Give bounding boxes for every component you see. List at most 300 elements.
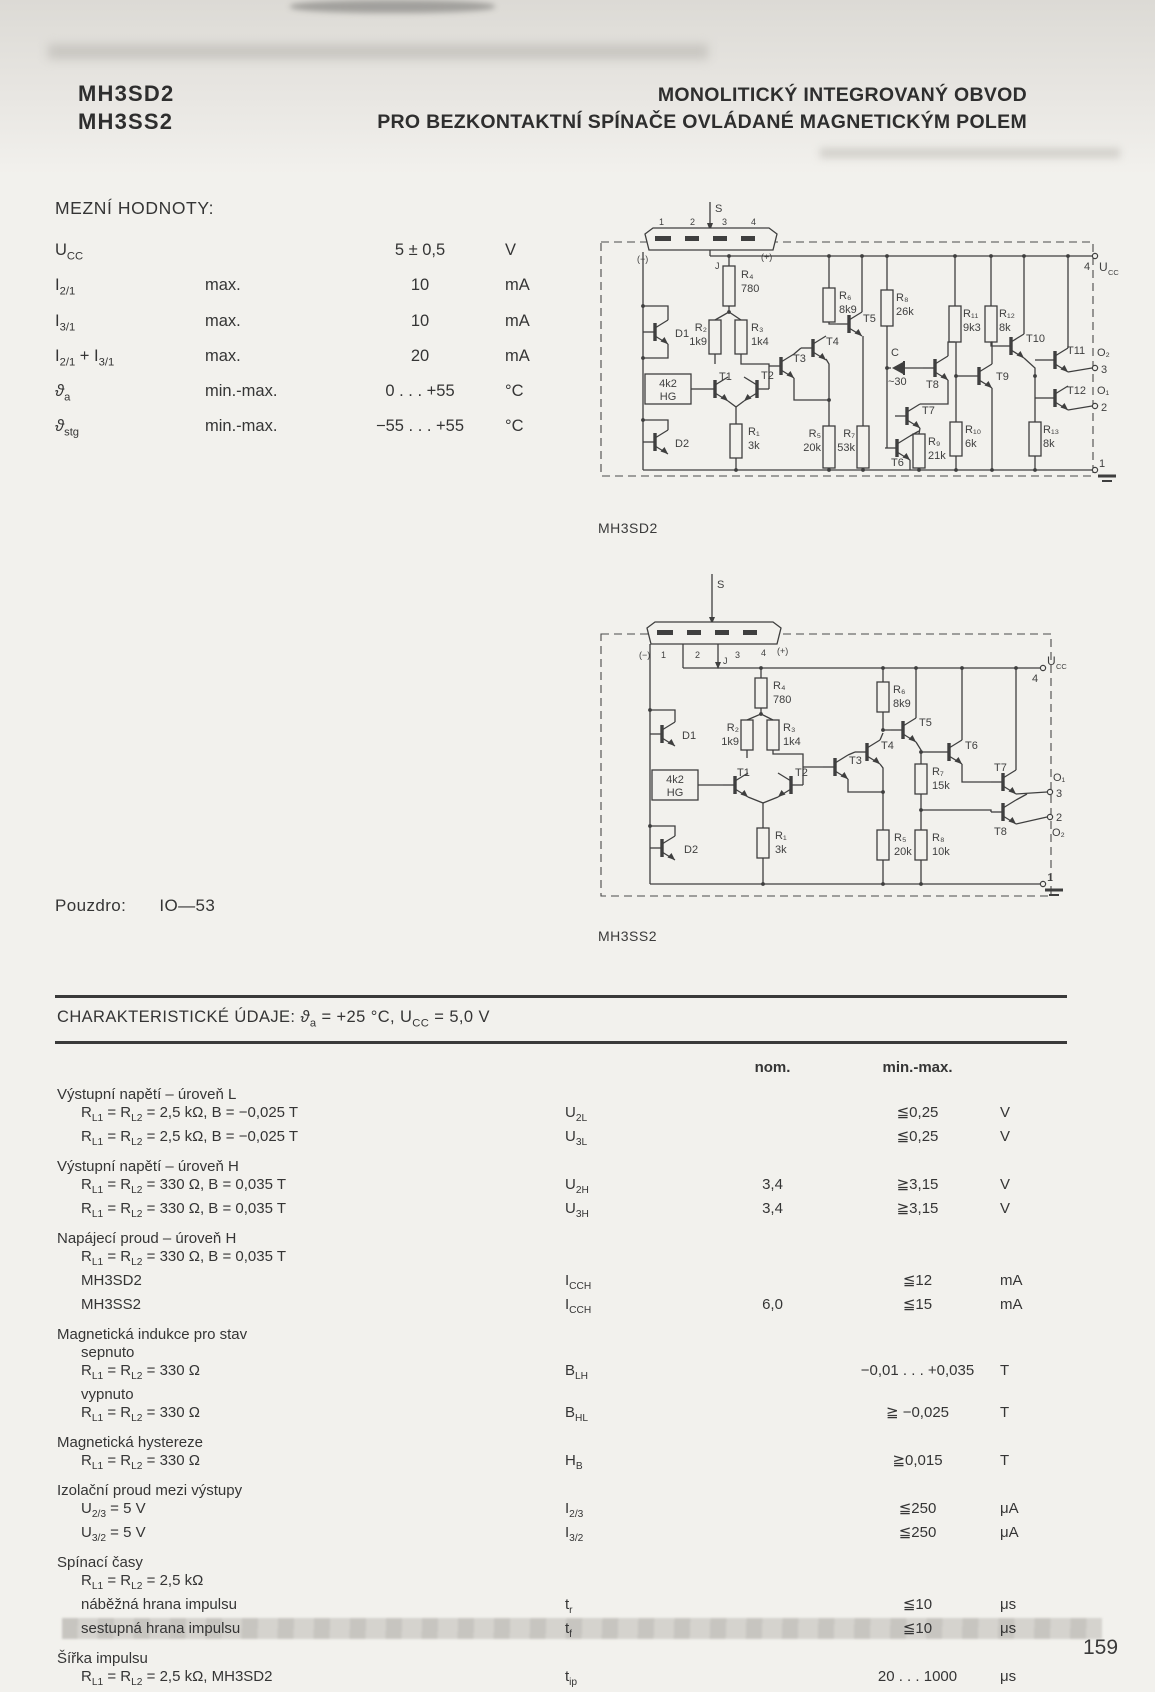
pin-2-label: 2 bbox=[1056, 812, 1063, 824]
char-unit: V bbox=[1000, 1200, 1011, 1218]
limit-value: 10 bbox=[410, 311, 430, 330]
resistor-value: 8k9 bbox=[839, 304, 857, 316]
char-unit bbox=[1000, 1230, 1065, 1248]
char-condition: $R_{L1} = R_{L2} = 330$ Ω bbox=[81, 1362, 200, 1383]
char-unit bbox=[1000, 1086, 1065, 1104]
pin-3 bbox=[1047, 789, 1052, 794]
char-condition: MH3SD2 bbox=[81, 1272, 142, 1290]
char-section-header bbox=[55, 1434, 1067, 1452]
char-nominal bbox=[710, 1434, 835, 1452]
resistor-value: 8k bbox=[999, 322, 1011, 334]
bar-pin-2: 2 bbox=[690, 217, 696, 227]
limit-unit: °C bbox=[505, 382, 524, 401]
page-number: 159 bbox=[1083, 1636, 1119, 1659]
resistor-label: R₁₂ bbox=[999, 308, 1015, 320]
limit-symbol: $I_{3/1}$ bbox=[55, 311, 76, 333]
sensor-pad bbox=[715, 630, 729, 635]
resistor-label: R₆ bbox=[839, 290, 852, 302]
char-unit: T bbox=[1000, 1452, 1010, 1470]
transistor-label: T7 bbox=[922, 405, 935, 417]
output-o1-label: O₁ bbox=[1053, 772, 1066, 784]
limit-value: −55 . . . +55 bbox=[375, 417, 465, 436]
char-rows bbox=[55, 1086, 1067, 1692]
bar-pin-1: 1 bbox=[661, 650, 667, 660]
char-nominal bbox=[710, 1500, 835, 1524]
transistor-label: T5 bbox=[863, 313, 876, 325]
resistor-label: R₈ bbox=[932, 832, 945, 844]
char-section-header bbox=[55, 1482, 1067, 1500]
limits-row bbox=[55, 412, 600, 447]
limit-value: 0 . . . +55 bbox=[385, 382, 455, 401]
char-unit: μs bbox=[1000, 1668, 1017, 1686]
char-symbol bbox=[565, 1344, 710, 1362]
char-unit bbox=[1000, 1572, 1065, 1596]
char-condition: Výstupní napětí – úroveň H bbox=[57, 1158, 239, 1176]
transistor-label: T11 bbox=[1067, 345, 1086, 357]
char-section-header bbox=[55, 1554, 1067, 1572]
char-condition: Spínací časy bbox=[57, 1554, 143, 1572]
char-symbol bbox=[565, 1158, 710, 1176]
polarity-minus: (−) bbox=[637, 254, 649, 264]
char-symbol: $I_{CCH}$ bbox=[565, 1272, 592, 1293]
pin-3-label: 3 bbox=[1101, 364, 1108, 376]
char-condition: $R_{L1} = R_{L2} = 2,5$ kΩ, B = −0,025 T bbox=[81, 1128, 299, 1149]
resistor-value: 20k bbox=[894, 846, 912, 858]
resistor-label: R₃ bbox=[751, 322, 764, 334]
package-label: Pouzdro: bbox=[55, 896, 127, 915]
char-row bbox=[55, 1572, 1067, 1596]
char-symbol bbox=[565, 1086, 710, 1104]
transistors bbox=[650, 718, 1016, 860]
transistor-label: T2 bbox=[795, 767, 808, 779]
char-row bbox=[55, 1296, 1067, 1320]
bar-pin-3: 3 bbox=[722, 217, 728, 227]
char-section-header bbox=[55, 1086, 1067, 1104]
pin-1-label: 1 bbox=[1047, 872, 1054, 884]
output-o1-label: O₁ bbox=[1097, 385, 1110, 397]
char-minmax: ≧ −0,025 bbox=[885, 1404, 950, 1422]
limit-symbol: $U_{CC}$ bbox=[55, 241, 84, 263]
resistor-value: 20k bbox=[803, 442, 821, 454]
char-row bbox=[55, 1200, 1067, 1224]
limit-condition bbox=[205, 236, 335, 271]
transistor-label: D1 bbox=[675, 328, 690, 340]
char-minmax bbox=[835, 1248, 1000, 1272]
char-nominal bbox=[710, 1104, 835, 1128]
char-condition: Magnetická indukce pro stav bbox=[57, 1326, 248, 1344]
char-unit bbox=[1000, 1248, 1065, 1272]
char-unit: T bbox=[1000, 1362, 1010, 1380]
char-condition: MH3SS2 bbox=[81, 1296, 142, 1314]
char-condition: $U_{3/2} = 5$ V bbox=[81, 1524, 146, 1545]
char-minmax: 20 . . . 1000 bbox=[877, 1668, 958, 1686]
char-condition: $U_{2/3} = 5$ V bbox=[81, 1500, 146, 1521]
char-unit bbox=[1000, 1650, 1065, 1668]
limit-condition: min.-max. bbox=[205, 417, 278, 436]
bar-pin-2: 2 bbox=[695, 650, 701, 660]
char-unit bbox=[1000, 1554, 1065, 1572]
limit-symbol: $I_{2/1} + I_{3/1}$ bbox=[55, 346, 115, 369]
sensor-pad bbox=[713, 236, 727, 241]
ground-icon bbox=[1045, 890, 1063, 895]
resistor-label: R₇ bbox=[932, 766, 944, 778]
char-condition: sestupná hrana impulsu bbox=[81, 1620, 241, 1638]
char-nominal bbox=[710, 1386, 835, 1404]
char-unit: mA bbox=[1000, 1272, 1023, 1290]
char-unit bbox=[1000, 1344, 1065, 1362]
characteristics-section bbox=[55, 993, 1067, 1692]
char-symbol bbox=[565, 1482, 710, 1500]
char-minmax: ≦250 bbox=[898, 1500, 937, 1518]
polarity-plus: (+) bbox=[777, 646, 789, 656]
char-condition: $R_{L1} = R_{L2} = 330$ Ω, B = 0,035 T bbox=[81, 1200, 287, 1221]
char-minmax: ≧3,15 bbox=[896, 1200, 939, 1218]
limit-unit: mA bbox=[505, 346, 530, 365]
hall-generator-value: 4k2 bbox=[659, 378, 677, 390]
char-unit: T bbox=[1000, 1404, 1010, 1422]
char-row bbox=[55, 1452, 1067, 1476]
junction-dots bbox=[641, 254, 1070, 472]
char-section-header bbox=[55, 1158, 1067, 1176]
schematic-mh3sd2-svg bbox=[595, 190, 1125, 490]
char-nominal bbox=[710, 1572, 835, 1596]
resistor-label: R₁ bbox=[748, 426, 760, 438]
limit-symbol: $I_{2/1}$ bbox=[55, 276, 76, 298]
char-section-header bbox=[55, 1650, 1067, 1668]
table-rule-mid bbox=[55, 1040, 1067, 1045]
char-nominal bbox=[710, 1086, 835, 1104]
char-condition: vypnuto bbox=[81, 1386, 134, 1404]
char-symbol: $U_{2H}$ bbox=[565, 1176, 589, 1197]
char-row bbox=[55, 1344, 1067, 1362]
char-row bbox=[55, 1176, 1067, 1200]
bar-pin-4: 4 bbox=[761, 648, 767, 658]
char-row bbox=[55, 1620, 1067, 1644]
capacitor-value: ~30 bbox=[888, 376, 907, 388]
sensor-pad bbox=[655, 236, 671, 241]
pin-1-label: 1 bbox=[1099, 458, 1106, 470]
char-minmax: −0,01 . . . +0,035 bbox=[860, 1362, 975, 1380]
char-condition: $R_{L1} = R_{L2} = 330$ Ω, B = 0,035 T bbox=[81, 1176, 287, 1197]
transistor-label: T9 bbox=[996, 371, 1009, 383]
char-row bbox=[55, 1596, 1067, 1620]
limits-row bbox=[55, 307, 600, 342]
ground-icon bbox=[1098, 476, 1116, 481]
char-symbol bbox=[565, 1650, 710, 1668]
char-row bbox=[55, 1128, 1067, 1152]
char-row bbox=[55, 1404, 1067, 1428]
schematic-mh3sd2 bbox=[595, 190, 1125, 490]
char-row bbox=[55, 1500, 1067, 1524]
limit-symbol: $ϑ_{stg}$ bbox=[55, 417, 80, 439]
char-unit: μA bbox=[1000, 1524, 1019, 1542]
resistor-value: 8k9 bbox=[893, 698, 911, 710]
resistor-label: R₂ bbox=[694, 322, 707, 334]
char-symbol: $I_{2/3}$ bbox=[565, 1500, 584, 1521]
char-minmax: ≦10 bbox=[902, 1596, 933, 1614]
transistor-label: T7 bbox=[994, 762, 1007, 774]
resistor-value: 1k4 bbox=[783, 736, 801, 748]
pin-2 bbox=[1092, 403, 1097, 408]
resistor-value: 780 bbox=[773, 694, 792, 706]
field-label: S bbox=[717, 579, 725, 591]
char-row bbox=[55, 1362, 1067, 1386]
char-row bbox=[55, 1104, 1067, 1128]
char-minmax: ≧0,015 bbox=[892, 1452, 943, 1470]
limit-unit: V bbox=[505, 241, 517, 259]
char-nominal bbox=[710, 1452, 835, 1476]
char-symbol bbox=[565, 1434, 710, 1452]
char-condition: Napájecí proud – úroveň H bbox=[57, 1230, 237, 1248]
transistor-label: D2 bbox=[684, 844, 699, 856]
char-minmax bbox=[835, 1386, 1000, 1404]
pin-3 bbox=[1092, 365, 1097, 370]
char-minmax: ≧3,15 bbox=[896, 1176, 939, 1194]
pin-4-label: 4 bbox=[1084, 261, 1091, 273]
transistors bbox=[643, 312, 1068, 460]
char-nominal: 3,4 bbox=[762, 1200, 783, 1218]
pin-1 bbox=[1092, 467, 1097, 472]
hall-generator-value: 4k2 bbox=[666, 774, 684, 786]
limit-condition: max. bbox=[205, 311, 241, 330]
char-unit: V bbox=[1000, 1128, 1011, 1146]
resistor-value: 1k4 bbox=[751, 336, 769, 348]
char-symbol bbox=[565, 1230, 710, 1248]
scan-smudge bbox=[820, 148, 1120, 158]
transistor-label: T1 bbox=[737, 767, 750, 779]
char-minmax bbox=[835, 1326, 1000, 1344]
pin-4-label: 4 bbox=[1032, 673, 1039, 685]
limit-unit: mA bbox=[505, 311, 530, 330]
ucc-label: U bbox=[1047, 654, 1056, 668]
char-minmax: ≦250 bbox=[898, 1524, 937, 1542]
sensor-pad bbox=[657, 630, 673, 635]
char-nominal bbox=[710, 1650, 835, 1668]
char-condition: $R_{L1} = R_{L2} = 330$ Ω, B = 0,035 T bbox=[81, 1248, 287, 1269]
resistor-label: R₁ bbox=[775, 830, 787, 842]
char-section-header bbox=[55, 1326, 1067, 1344]
limits-row bbox=[55, 236, 600, 271]
capacitor-label: C bbox=[891, 347, 899, 359]
char-symbol bbox=[565, 1554, 710, 1572]
part-number-2: MH3SS2 bbox=[78, 109, 174, 134]
transistor-label: T12 bbox=[1067, 385, 1086, 397]
char-unit bbox=[1000, 1482, 1065, 1500]
char-condition: Výstupní napětí – úroveň L bbox=[57, 1086, 237, 1104]
capacitor-symbol bbox=[892, 362, 903, 374]
char-nominal bbox=[710, 1158, 835, 1176]
char-unit bbox=[1000, 1386, 1065, 1404]
char-symbol: $I_{CCH}$ bbox=[565, 1296, 592, 1317]
char-minmax: ≦15 bbox=[902, 1296, 933, 1314]
resistor-label: R₅ bbox=[894, 832, 907, 844]
char-symbol bbox=[565, 1326, 710, 1344]
j-label: J bbox=[715, 261, 720, 271]
char-minmax: ≦10 bbox=[902, 1620, 933, 1638]
char-condition: $R_{L1} = R_{L2} = 2,5$ kΩ, B = −0,025 T bbox=[81, 1104, 299, 1125]
scan-smudge bbox=[48, 44, 708, 59]
resistor-value: 8k bbox=[1043, 438, 1055, 450]
ucc-sub: CC bbox=[1108, 268, 1119, 277]
char-condition: Šířka impulsu bbox=[57, 1650, 148, 1668]
char-row bbox=[55, 1248, 1067, 1272]
char-condition: $R_{L1} = R_{L2} = 330$ Ω bbox=[81, 1404, 200, 1425]
sensor-pad bbox=[741, 236, 755, 241]
resistor-label: R₂ bbox=[726, 722, 739, 734]
transistor-label: T4 bbox=[881, 740, 894, 752]
char-row bbox=[55, 1386, 1067, 1404]
char-minmax bbox=[835, 1158, 1000, 1176]
char-nominal bbox=[710, 1668, 835, 1692]
resistor-value: 26k bbox=[896, 306, 914, 318]
transistor-label: T4 bbox=[826, 336, 839, 348]
scan-smudge bbox=[290, 0, 495, 13]
limits-title: MEZNÍ HODNOTY: bbox=[55, 198, 215, 218]
column-header-nom: nom. bbox=[754, 1059, 791, 1077]
transistor-label: T3 bbox=[849, 755, 862, 767]
char-row bbox=[55, 1668, 1067, 1692]
char-minmax: ≦0,25 bbox=[896, 1104, 939, 1122]
char-condition: $R_{L1} = R_{L2} = 330$ Ω bbox=[81, 1452, 200, 1473]
resistor-value: 21k bbox=[928, 450, 946, 462]
bar-pin-3: 3 bbox=[735, 650, 741, 660]
limit-condition: max. bbox=[205, 276, 241, 295]
char-symbol: $U_{2L}$ bbox=[565, 1104, 588, 1125]
resistor-label: R₁₃ bbox=[1043, 424, 1060, 436]
sensor-pad bbox=[687, 630, 701, 635]
pin-3-label: 3 bbox=[1056, 788, 1063, 800]
resistor-value: 1k9 bbox=[689, 336, 707, 348]
column-headers bbox=[55, 1059, 1067, 1076]
hall-generator-label: HG bbox=[666, 787, 684, 799]
char-symbol: $H_B$ bbox=[565, 1452, 583, 1473]
resistor-label: R₄ bbox=[741, 269, 754, 281]
resistor-value: 3k bbox=[748, 440, 760, 452]
package-value: IO—53 bbox=[159, 896, 216, 915]
limit-unit: mA bbox=[505, 276, 530, 295]
limit-condition: min.-max. bbox=[205, 382, 278, 401]
transistor-label: D2 bbox=[675, 438, 690, 450]
polarity-plus: (+) bbox=[761, 252, 773, 262]
limit-unit: °C bbox=[505, 417, 524, 436]
resistor-value: 15k bbox=[932, 780, 950, 792]
wires bbox=[643, 256, 1092, 470]
char-symbol: $U_{3L}$ bbox=[565, 1128, 588, 1149]
char-condition: Magnetická hystereze bbox=[57, 1434, 203, 1452]
char-condition: $R_{L1} = R_{L2} = 2,5$ kΩ bbox=[81, 1572, 204, 1593]
char-minmax: ≦0,25 bbox=[896, 1128, 939, 1146]
pin-ucc bbox=[1092, 253, 1097, 258]
transistor-label: T8 bbox=[926, 379, 939, 391]
limits-rows bbox=[55, 236, 600, 448]
char-nominal bbox=[710, 1344, 835, 1362]
char-nominal bbox=[710, 1524, 835, 1548]
char-minmax bbox=[835, 1344, 1000, 1362]
sensor-pad bbox=[685, 236, 699, 241]
char-nominal: 3,4 bbox=[762, 1176, 783, 1194]
limit-value: 10 bbox=[410, 276, 430, 295]
char-nominal bbox=[710, 1248, 835, 1272]
char-symbol: $B_{LH}$ bbox=[565, 1362, 589, 1383]
ucc-sub: CC bbox=[1056, 662, 1067, 671]
char-minmax bbox=[835, 1230, 1000, 1248]
char-symbol: $B_{HL}$ bbox=[565, 1404, 589, 1425]
char-section-header bbox=[55, 1230, 1067, 1248]
sensor-pad bbox=[743, 630, 757, 635]
limit-value: 20 bbox=[410, 346, 430, 365]
char-nominal bbox=[710, 1128, 835, 1152]
resistor-value: 3k bbox=[775, 844, 787, 856]
char-nominal bbox=[710, 1554, 835, 1572]
limits-row bbox=[55, 271, 600, 306]
transistor-label: T6 bbox=[891, 457, 904, 469]
resistor-value: 6k bbox=[965, 438, 977, 450]
transistor-label: T6 bbox=[965, 740, 978, 752]
limit-symbol: $ϑ_a$ bbox=[55, 382, 71, 404]
j-label: J bbox=[723, 656, 728, 666]
resistor-label: R₃ bbox=[783, 722, 796, 734]
resistor-label: R₆ bbox=[893, 684, 906, 696]
transistor-label: T8 bbox=[994, 826, 1007, 838]
char-nominal bbox=[710, 1404, 835, 1428]
pin-1 bbox=[1040, 881, 1045, 886]
resistor-label: R₉ bbox=[928, 436, 941, 448]
pin-ucc bbox=[1040, 665, 1045, 670]
characteristics-title: CHARAKTERISTICKÉ ÚDAJE: $ϑ_a = +25$ °C, $U_{CC} = 5,0$ V bbox=[57, 1007, 490, 1029]
char-condition: Izolační proud mezi výstupy bbox=[57, 1482, 243, 1500]
column-header-minmax: min.-max. bbox=[882, 1059, 953, 1077]
char-minmax bbox=[835, 1572, 1000, 1596]
limits-row bbox=[55, 377, 600, 412]
char-nominal bbox=[710, 1272, 835, 1296]
char-symbol: $t_r$ bbox=[565, 1596, 573, 1617]
char-nominal bbox=[710, 1362, 835, 1386]
page-title bbox=[377, 82, 1027, 136]
char-minmax: ≦12 bbox=[902, 1272, 933, 1290]
resistor-label: R₁₁ bbox=[963, 308, 979, 320]
char-row bbox=[55, 1272, 1067, 1296]
char-unit bbox=[1000, 1158, 1065, 1176]
char-minmax bbox=[835, 1086, 1000, 1104]
hall-generator-label: HG bbox=[659, 391, 677, 403]
schematic-mh3ss2-svg bbox=[595, 562, 1125, 910]
output-o2-label: O₂ bbox=[1097, 347, 1110, 359]
bar-pin-1: 1 bbox=[659, 217, 665, 227]
transistor-label: T5 bbox=[919, 717, 932, 729]
resistor-label: R₈ bbox=[896, 292, 909, 304]
resistor-value: 1k9 bbox=[721, 736, 739, 748]
title-line-2: PRO BEZKONTAKTNÍ SPÍNAČE OVLÁDANÉ MAGNETICKÝM POLEM bbox=[377, 111, 1027, 133]
pin-2-label: 2 bbox=[1101, 402, 1108, 414]
char-row bbox=[55, 1524, 1067, 1548]
char-nominal bbox=[710, 1620, 835, 1644]
char-nominal: 6,0 bbox=[762, 1296, 783, 1314]
char-unit: μA bbox=[1000, 1500, 1019, 1518]
resistor-label: R₅ bbox=[808, 428, 821, 440]
char-unit: μs bbox=[1000, 1620, 1017, 1638]
char-nominal bbox=[710, 1596, 835, 1620]
char-symbol: $U_{3H}$ bbox=[565, 1200, 589, 1221]
transistor-label: T10 bbox=[1026, 333, 1045, 345]
char-condition: sepnuto bbox=[81, 1344, 135, 1362]
char-unit: mA bbox=[1000, 1296, 1023, 1314]
char-minmax bbox=[835, 1554, 1000, 1572]
limit-values-section bbox=[55, 198, 600, 448]
figure-caption-ss2: MH3SS2 bbox=[598, 928, 658, 944]
output-o2-label: O₂ bbox=[1052, 827, 1065, 839]
char-nominal bbox=[710, 1482, 835, 1500]
part-number-1: MH3SD2 bbox=[78, 81, 175, 106]
